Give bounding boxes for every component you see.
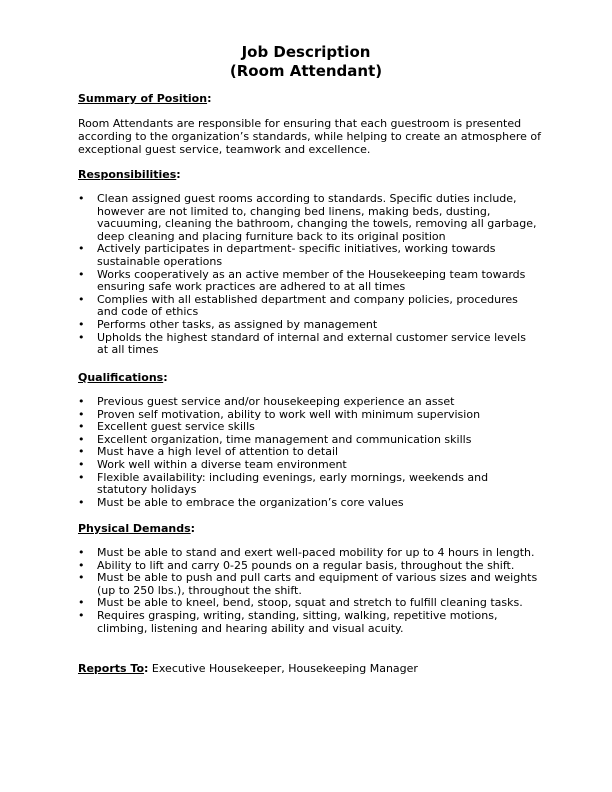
physical-demands-heading [78,522,195,535]
document-title: Job Description [241,43,371,61]
summary-heading-label: Summary of Position [78,92,208,105]
list-item: • Must have a high level of attention to detail [78,446,538,459]
qualifications-heading [78,371,168,384]
reports-to-colon: : [144,662,149,675]
list-item: • Proven self motivation, ability to work well with minimum supervision [78,409,538,422]
reports-to [78,662,418,675]
summary-heading-colon: : [207,92,212,105]
list-item: • Must be able to embrace the organization’s core values [78,497,538,510]
list-item: • Must be able to kneel, bend, stoop, squat and stretch to fulfill cleaning tasks. [78,597,538,610]
list-item: • Ability to lift and carry 0-25 pounds on a regular basis, throughout the shift. [78,560,538,573]
list-item: • Actively participates in department- specific initiatives, working towards sustainable operations [78,243,538,268]
list-item: • Previous guest service and/or housekeeping experience an asset [78,396,538,409]
physical-demands-heading-label: Physical Demands [78,522,191,535]
list-item: • Complies with all established department and company policies, procedures and code of ethics [78,294,538,319]
summary-heading [78,92,211,105]
responsibilities-heading [78,168,181,181]
reports-to-label: Reports To [78,662,145,675]
summary-text: Room Attendants are responsible for ensuring that each guestroom is presented according to the organization’s standards, while helping to create an atmosphere of exceptional guest service, teamwork and excellence. [78,117,541,156]
list-item: • Excellent organization, time management and communication skills [78,434,538,447]
list-item: • Performs other tasks, as assigned by management [78,319,538,332]
qualifications-list [78,396,538,509]
qualifications-heading-label: Qualifications [78,371,164,384]
responsibilities-heading-colon: : [176,168,181,181]
qualifications-heading-colon: : [163,371,168,384]
list-item: • Flexible availability: including evenings, early mornings, weekends and statutory holidays [78,472,538,497]
list-item: • Must be able to stand and exert well-paced mobility for up to 4 hours in length. [78,547,538,560]
list-item: • Excellent guest service skills [78,421,538,434]
list-item: • Upholds the highest standard of internal and external customer service levels at all times [78,332,538,357]
physical-demands-list [78,547,538,635]
list-item: • Work well within a diverse team environment [78,459,538,472]
list-item: • Clean assigned guest rooms according to standards. Specific duties include, however are not limited to, changing bed linens, making beds, dusting, vacuuming, cleaning the bathroom, changing the towels, removing all garbage, deep cleaning and placing furniture back to its original position [78,193,538,243]
list-item: • Works cooperatively as an active member of the Housekeeping team towards ensuring safe work practices are adhered to at all times [78,269,538,294]
reports-to-value: Executive Housekeeper, Housekeeping Manager [148,662,418,675]
list-item: • Must be able to push and pull carts and equipment of various sizes and weights (up to 250 lbs.), throughout the shift. [78,572,538,597]
list-item: • Requires grasping, writing, standing, sitting, walking, repetitive motions, climbing, listening and hearing ability and visual acuity. [78,610,538,635]
document-subtitle: (Room Attendant) [229,62,383,80]
responsibilities-list [78,193,538,357]
responsibilities-heading-label: Responsibilities [78,168,177,181]
physical-demands-heading-colon: : [190,522,196,535]
